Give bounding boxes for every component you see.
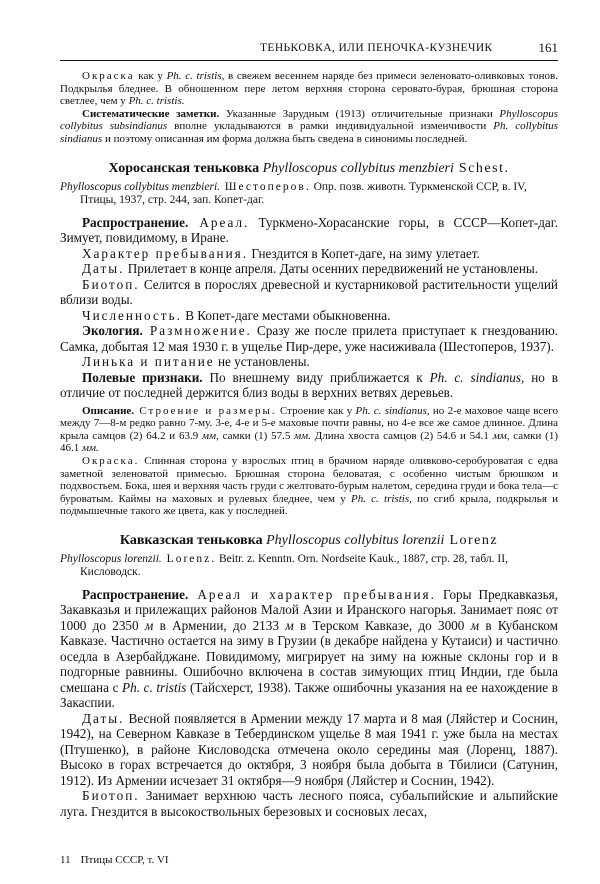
footer-text: Птицы СССР, т. VI xyxy=(80,854,169,866)
running-title: ТЕНЬКОВКА, ИЛИ ПЕНОЧКА-КУЗНЕЧИК xyxy=(260,42,493,54)
header-rule xyxy=(60,60,558,61)
lorenzii-reference: Phylloscopus lorenzii. Lorenz. Beitr. z. Kenntn. Orn. Nordseite Kauk., 1887, стр. 28, табл. II, Кисловодск. xyxy=(60,552,508,578)
signature-mark: 11 xyxy=(60,854,71,866)
menzbieri-ecology: Экология. Размножение. Сразу же после прилета приступает к гнездованию. Самка, добытая 12 мая 1930 г. в ущелье Пир-дере, уже насиживала (Шестоперов, 1937). xyxy=(60,323,558,354)
coloration-paragraph: Окраска как у Ph. c. tristis, в свежем весеннем наряде без примеси зеленовато-оливковых тонов. Подкрылья бледнее. В обношенном пере летом верхняя сторона серовато-бурая, брюшная сторона светлее, чем у Ph. c. tristis. xyxy=(60,70,559,108)
menzbieri-stay: Характер пребывания. Гнездится в Копет-даге, на зиму улетает. xyxy=(82,245,480,261)
lorenzii-distribution: Распространение. Ареал и характер пребывания. Горы Предкавказья, Закавказья и прилежащих районов Малой Азии и Иранского нагорья. Занимает пояс от 1000 до 2350 м в Армении, до 2133 м в Терском Кавказе, до 3000 м в Кубанском Кавказе. Частично остается на зиму в Грузии (в декабре найдена у Кутаиси) и частично оседла в Азербайджане. Повидимому, мигрирует на зиму на южные склоны гор и в подгорные равнины. Ошибочно включена в состав зимующих птиц Индии, где была смешана с Ph. c. tristis (Тайсхерст, 1938). Также ошибочны указания на ее нахождение в Закаспии. xyxy=(60,586,558,711)
systematic-notes-paragraph: Систематические заметки. Указанные Зарудным (1913) отличительные признаки Phylloscopus collybitus subsindianus вполне укладываются в рамки индивидуальной изменчивости Ph. collybitus sindianus и поэтому описанная им форма должна быть сведена в синонимы последней. xyxy=(60,107,559,145)
menzbieri-molt: Линька и питание не установлены. xyxy=(82,354,310,370)
menzbieri-field-marks: Полевые признаки. По внешнему виду приближается к Ph. c. sindianus, но в отличие от последней держится близ воды в верхних ветвях деревьев. xyxy=(60,369,558,401)
lorenzii-heading: Кавказская теньковка Phylloscopus collybitus lorenzii Lorenz xyxy=(119,532,499,548)
running-header xyxy=(60,40,558,60)
menzbieri-abundance: Численность. В Копет-даге местами обыкновенна. xyxy=(82,307,391,323)
menzbieri-description: Описание. Строение и размеры. Строение как у Ph. c. sindianus, но 2-е маховое чаще всего между 7—8-м редко равно 7-му. 3-е, 4-е и 5-е маховые почти равны, но 4-е все же самое длинное. Длина крыла самцов (2) 64.2 и 63.9 мм, самки (1) 57.5 мм. Длина хвоста самцов (2) 54.6 и 54.1 мм, самки (1) 46.1 мм. xyxy=(60,404,559,455)
page-footer xyxy=(60,854,169,866)
lorenzii-dates: Даты. Весной появляется в Армении между 17 марта и 8 мая (Ляйстер и Соснин, 1942), на Северном Кавказе в Тебердинском ущелье 8 мая 1941 г. уже была на местах (Птушенко), в районе Кисловодска отмечена около середины мая (Лоренц, 1887). Высоко в горах встречается до октября, 3 ноября была добыта в Тбилиси (Сатунин, 1912). Из Армении исчезает 31 октября—9 ноября (Ляйстер и Соснин, 1942). xyxy=(60,710,558,788)
page-body xyxy=(60,70,558,819)
menzbieri-biotope: Биотоп. Селится в порослях древесной и кустарниковой растительности ущелий вблизи воды. xyxy=(60,276,558,308)
menzbieri-dates: Даты. Прилетает в конце апреля. Даты осенних передвижений не установлены. xyxy=(82,261,539,277)
menzbieri-reference: Phylloscopus collybitus menzbieri. Шестоперов. Опр. позв. животн. Туркменской ССР, в. IV, Птицы, 1937, стр. 244, зап. Копет-даг. xyxy=(60,180,527,206)
menzbieri-heading: Хоросанская теньковка Phylloscopus collybitus menzbieri Schest. xyxy=(108,160,510,176)
menzbieri-coloration: Окраска. Спинная сторона у взрослых птиц в брачном наряде оливково-серобуроватая с едва заметной зеленоватой примесью. Брюшная сторона беловатая, с особенно чистым брюшком и подхвостьем. Бока, шея и верхняя часть груди с желтовато-бурым налетом, середина груди и бока тела—с буроватым. Каймы на маховых и рулевых бледнее, чем у Ph. c. tristis, по сгиб крыла, подкрылья и подмышечные такого же цвета, как у последней. xyxy=(60,454,558,518)
lorenzii-biotope: Биотоп. Занимает верхнюю часть лесного пояса, субальпийские и альпийские луга. Гнездится в высокоствольных березовых и сосновых лесах, xyxy=(60,788,558,819)
page-number: 161 xyxy=(538,40,558,55)
menzbieri-distribution: Распространение. Ареал. Туркмено-Хорасанские горы, в СССР—Копет-даг. Зимует, повидимому, в Иране. xyxy=(60,214,558,246)
